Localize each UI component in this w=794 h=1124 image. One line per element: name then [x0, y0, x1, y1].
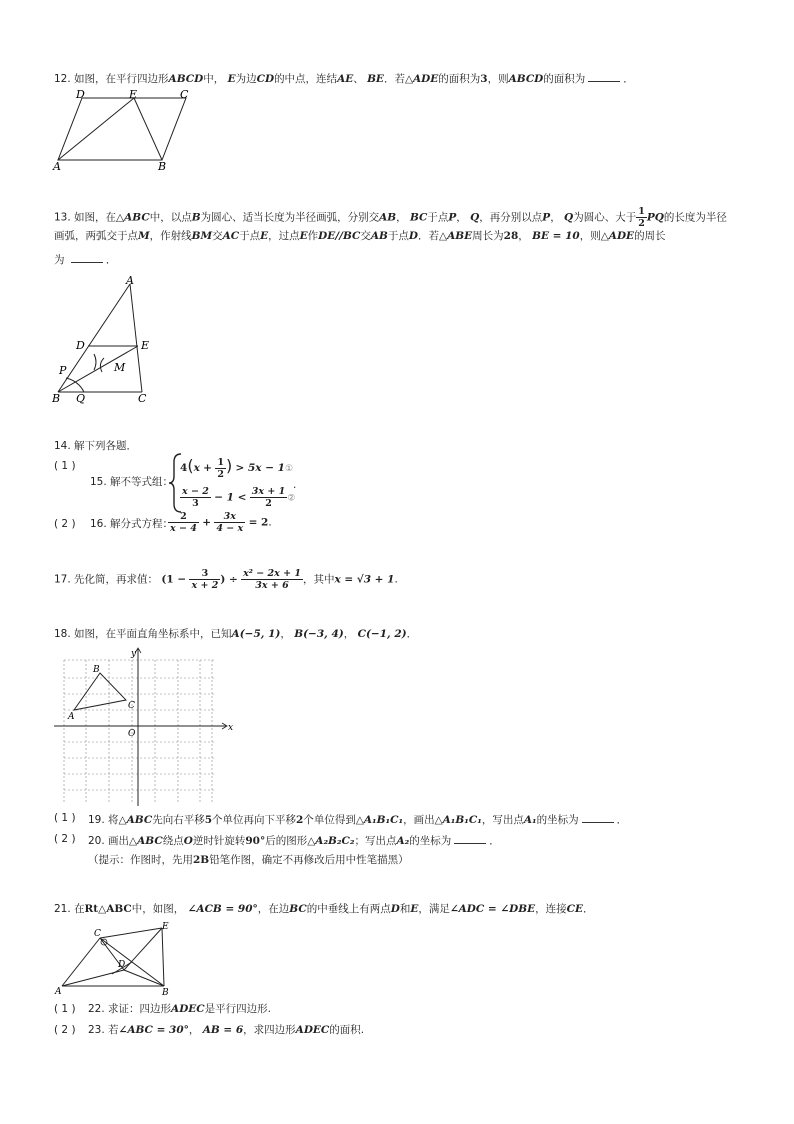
label-E: E [141, 339, 150, 352]
question-14-title: 14. 解下列各题． [54, 440, 138, 452]
label-A: A [126, 274, 134, 287]
rt-triangle-figure [52, 920, 182, 998]
label-C: C [138, 392, 147, 405]
label-D: D [76, 88, 85, 101]
question-15-text: 15. 解不等式组： [90, 476, 174, 488]
label-E: E [162, 922, 169, 932]
label-M: M [114, 361, 126, 374]
question-20-text: 20. 画出△ABC绕点O逆时针旋转90°后的图形△A₂B₂C₂；写出点A₂的坐标为 ． [88, 835, 500, 847]
inequality-1: 4(x + $\frac{1}{2}$ ) > 5x − 1① [180, 456, 294, 480]
label-D: D [118, 960, 126, 970]
question-18-text: 18. 如图，在平面直角坐标系中，已知A(−5, 1)， B(−3, 4)， C(−1, 2)． [54, 628, 418, 640]
part-2-label: ( 2 ) [54, 518, 76, 530]
question-13-line-1: 13. 如图，在△ABC中，以点B为圆心、适当长度为半径画弧，分别交AB， BC于点P， Q，再分别以点P， Q为圆心、大于 $\frac{1}{2}$ PQ的长度为半径 [54, 206, 727, 229]
triangle-construction-figure [50, 274, 160, 406]
part-1-label: ( 1 ) [54, 812, 76, 824]
parallelogram-figure [50, 88, 200, 174]
origin-label: O [128, 729, 136, 739]
inequality-end: . [293, 479, 297, 491]
part-1-label: ( 1 ) [54, 460, 76, 472]
part-2-label: ( 2 ) [54, 833, 76, 845]
label-D: D [76, 339, 85, 352]
inequality-2: $\frac{x - 2}{3}$ − 1 < $\frac{3x + 1}{2}$ ② [182, 486, 296, 509]
answer-blank[interactable] [582, 812, 614, 823]
axis-y-label: y [131, 649, 137, 659]
answer-blank[interactable] [454, 833, 486, 844]
label-B: B [93, 665, 100, 675]
fraction-equation: $\frac{2}{x - 4}$ + $\frac{3x}{4 - x}$ = 2. [170, 511, 272, 534]
label-A: A [68, 712, 75, 722]
answer-blank[interactable] [71, 252, 103, 263]
label-P: P [59, 364, 67, 377]
question-13-line-3: 为 ． [54, 254, 117, 266]
coordinate-grid-figure [52, 646, 232, 808]
axis-x-label: x [228, 723, 234, 733]
part-2-label: ( 2 ) [54, 1024, 76, 1036]
question-22-text: 22. 求证：四边形ADEC是平行四边形. [88, 1003, 272, 1015]
label-B: B [158, 160, 167, 173]
label-E: E [129, 88, 138, 101]
question-16-text: 16. 解分式方程： [90, 518, 174, 530]
fraction-half: $\frac{1}{2}$ [638, 206, 645, 229]
label-A: A [55, 987, 62, 997]
part-1-label: ( 1 ) [54, 1003, 76, 1015]
label-B: B [52, 392, 61, 405]
label-Q: Q [76, 392, 86, 405]
triangle-abc [74, 673, 126, 710]
label-C: C [94, 929, 101, 939]
question-12-text: 12. 如图，在平行四边形ABCD中， E为边CD的中点，连结AE、 BE．若△ADE的面积为3，则ABCD的面积为 ． [54, 73, 634, 85]
label-C: C [180, 88, 189, 101]
label-C: C [128, 701, 135, 711]
question-17-text: 17. 先化简，再求值： (1 − $\frac{3}{x + 2}$ ) ÷ $\frac{\text{x² − 2x + 1}}{3x + 6}$ ，其中x = √3 + 1. [54, 568, 398, 591]
question-19-text: 19. 将△ABC先向右平移5个单位再向下平移2个单位得到△A₁B₁C₁，画出△A₁B₁C₁，写出点A₁的坐标为 ． [88, 814, 628, 826]
question-13-line-2: 画弧，两弧交于点M，作射线BM交AC于点E，过点E作DE//BC交AB于点D．若△ABE周长为28， BE = 10，则△ADE的周长 [54, 230, 666, 242]
label-B: B [162, 988, 169, 998]
answer-blank[interactable] [588, 71, 620, 82]
question-23-text: 23. 若∠ABC = 30°， AB = 6，求四边形ADEC的面积. [88, 1024, 365, 1036]
label-A: A [53, 160, 61, 173]
drawing-hint: （提示：作图时，先用2B铅笔作图，确定不再修改后用中性笔描黑） [88, 854, 409, 866]
question-21-text: 21. 在Rt△ABC中，如图， ∠ACB = 90°，在边BC的中垂线上有两点D和E，满足∠ADC = ∠DBE，连接CE． [54, 903, 594, 915]
